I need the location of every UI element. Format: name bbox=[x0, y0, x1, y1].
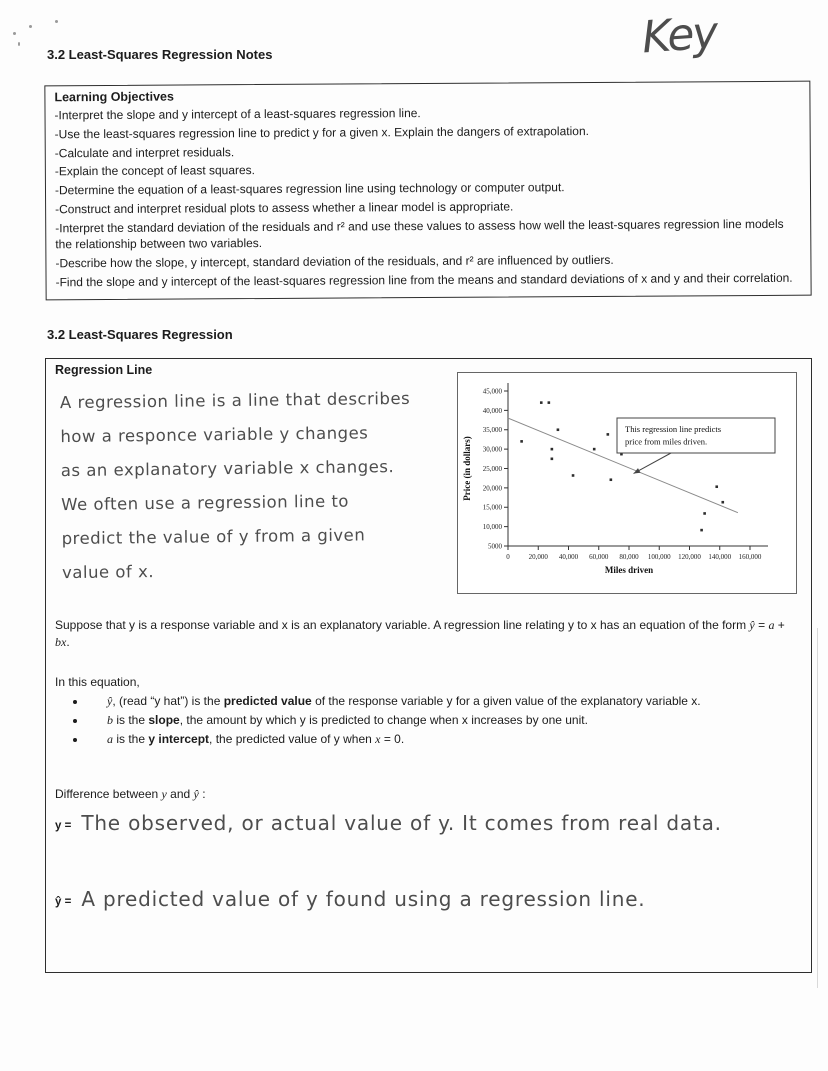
svg-text:30,000: 30,000 bbox=[482, 445, 502, 454]
learning-objectives-header: Learning Objectives bbox=[54, 89, 174, 105]
svg-text:120,000: 120,000 bbox=[678, 553, 701, 561]
handwritten-y-definition: The observed, or actual value of y. It comes from real data. bbox=[81, 811, 722, 835]
svg-text:20,000: 20,000 bbox=[482, 484, 502, 493]
handwritten-yhat-definition: A predicted value of y found using a regression line. bbox=[81, 887, 646, 911]
objective-item: -Explain the concept of least squares. bbox=[54, 163, 256, 179]
regression-line-box bbox=[45, 358, 812, 973]
objective-item: -Use the least-squares regression line to predict y for a given x. Explain the dangers of extrapolation. bbox=[54, 123, 589, 142]
objective-item: -Find the slope and y intercept of the least-squares regression line from the means and standard deviations of x and y and their correlation. bbox=[55, 270, 793, 289]
yhat-definition-row bbox=[55, 887, 645, 911]
bullet-item: • a is the y intercept, the predicted value of y when x = 0. bbox=[87, 731, 823, 747]
objective-item: -Interpret the standard deviation of the residuals and r² and use these values to assess how well the least-squares regression line models the relationship between two variables. bbox=[55, 216, 784, 252]
equation-intro: In this equation, bbox=[55, 675, 140, 689]
objective-item: -Describe how the slope, y intercept, standard deviation of the residuals, and r² are influenced by outliers. bbox=[55, 252, 614, 271]
svg-text:price from miles driven.: price from miles driven. bbox=[625, 436, 708, 447]
equation-bullet-list bbox=[55, 693, 823, 749]
scan-stray-mark bbox=[29, 25, 32, 28]
objective-item: -Construct and interpret residual plots to assess whether a linear model is appropriate. bbox=[55, 199, 514, 217]
y-label: y = bbox=[55, 820, 72, 832]
regression-paragraph: Suppose that y is a response variable and x is an explanatory variable. A regression line relating y to x has an equation of the form ŷ = a + bx. bbox=[55, 618, 785, 649]
note-line: We often use a regression line to bbox=[61, 491, 350, 515]
section-title: 3.2 Least-Squares Regression bbox=[47, 327, 233, 342]
svg-text:25,000: 25,000 bbox=[482, 464, 502, 473]
svg-text:40,000: 40,000 bbox=[482, 406, 502, 415]
yhat-label: ŷ = bbox=[55, 896, 72, 908]
objective-item: -Calculate and interpret residuals. bbox=[54, 144, 235, 160]
svg-text:This regression line predicts: This regression line predicts bbox=[625, 424, 722, 434]
svg-text:160,000: 160,000 bbox=[738, 553, 762, 561]
svg-text:20,000: 20,000 bbox=[528, 553, 548, 561]
bullet-item: • b is the slope, the amount by which y is predicted to change when x increases by one unit. bbox=[87, 712, 823, 728]
svg-text:80,000: 80,000 bbox=[619, 553, 639, 561]
regression-line-header: Regression Line bbox=[55, 363, 153, 377]
svg-text:35,000: 35,000 bbox=[482, 426, 502, 435]
svg-text:5000: 5000 bbox=[488, 542, 502, 551]
scatter-plot-figure bbox=[457, 372, 797, 594]
page-title: 3.2 Least-Squares Regression Notes bbox=[47, 47, 273, 62]
handwritten-regression-note bbox=[60, 382, 413, 590]
price-vs-miles-scatter-chart bbox=[458, 373, 794, 591]
objective-item: -Determine the equation of a least-squares regression line using technology or computer output. bbox=[54, 180, 565, 198]
note-line: A regression line is a line that describes bbox=[59, 388, 411, 413]
scan-page-edge bbox=[817, 628, 818, 988]
svg-text:100,000: 100,000 bbox=[647, 553, 671, 561]
y-definition-row bbox=[55, 811, 722, 835]
svg-text:40,000: 40,000 bbox=[558, 553, 579, 561]
svg-text:45,000: 45,000 bbox=[482, 387, 502, 396]
svg-text:0: 0 bbox=[506, 553, 510, 561]
svg-text:60,000: 60,000 bbox=[589, 553, 609, 561]
handwritten-key-annotation: Key bbox=[640, 7, 719, 64]
svg-text:Miles driven: Miles driven bbox=[604, 565, 654, 575]
note-line: value of x. bbox=[61, 562, 155, 583]
svg-text:10,000: 10,000 bbox=[482, 523, 502, 532]
note-line: as an explanatory variable x changes. bbox=[60, 457, 395, 481]
scan-stray-mark bbox=[55, 20, 58, 23]
scan-stray-mark bbox=[13, 32, 16, 35]
difference-label: Difference between y and ŷ : bbox=[55, 787, 206, 801]
learning-objectives-box bbox=[44, 81, 811, 301]
note-line: how a responce variable y changes bbox=[60, 423, 369, 447]
note-line: predict the value of y from a given bbox=[61, 525, 366, 549]
svg-text:140,000: 140,000 bbox=[708, 553, 732, 561]
scan-stray-mark bbox=[18, 42, 20, 46]
svg-text:15,000: 15,000 bbox=[482, 503, 502, 512]
objective-item: -Interpret the slope and y intercept of a least-squares regression line. bbox=[54, 106, 421, 123]
svg-text:Price (in dollars): Price (in dollars) bbox=[462, 436, 472, 501]
bullet-item: • ŷ, (read “y hat”) is the predicted value of the response variable y for a given value of the explanatory variable x. bbox=[87, 693, 823, 709]
